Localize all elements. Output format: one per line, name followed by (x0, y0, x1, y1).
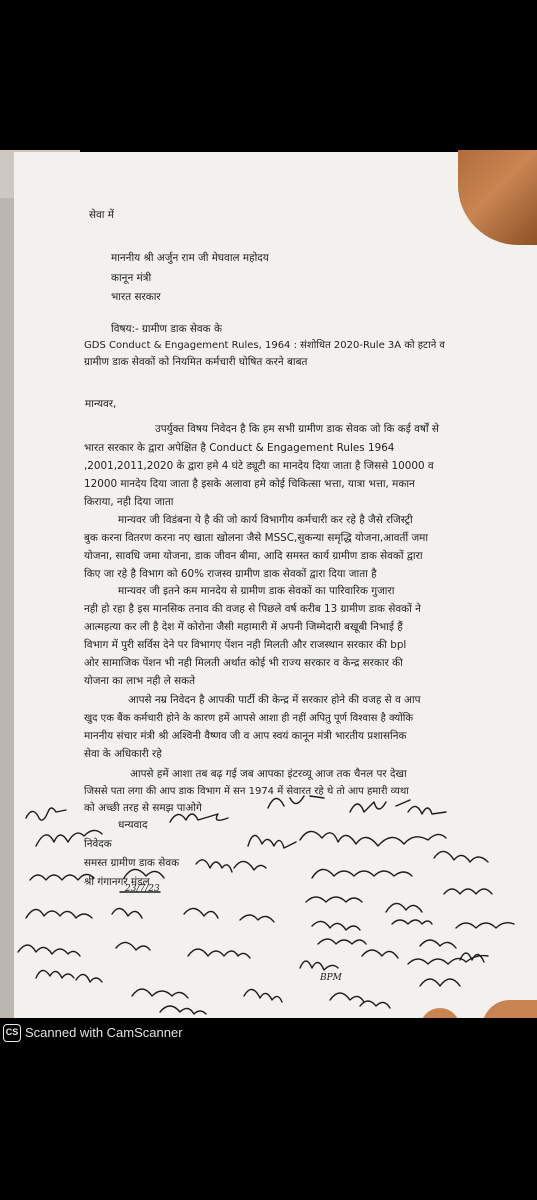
para-5-line: आपसे हमें आशा तब बढ़ गई जब आपका इंटरव्यू आज तक चैनल पर देखा (130, 768, 407, 780)
para-3-line: मान्यवर जी इतने कम मानदेय से ग्रामीण डाक सेवकों का पारिवारिक गुजारा (118, 585, 395, 597)
para-5-line: को अच्छी तरह से समझ पाओगे (84, 802, 202, 814)
subject-line-3: ग्रामीण डाक सेवकों को नियमित कर्मचारी घोषित करने बाबत (84, 356, 308, 368)
letter-to: सेवा में (89, 209, 115, 221)
para-2-line: मान्यवर जी विडंबना ये है की जो कार्य विभागीय कर्मचारी कर रहे है जैसे रजिस्ट्री (118, 514, 413, 526)
sender-label: निवेदक (84, 838, 112, 850)
para-3-line: आत्महत्या कर ली है देश में कोरोना जैसी महामारी में अपनी जिम्मेदारी बखूबी निभाई हैं (84, 621, 403, 633)
camscanner-watermark: Scanned with CamScanner (25, 1025, 183, 1040)
addressee-post: कानून मंत्री (111, 272, 152, 284)
para-1-line: उपर्युक्त विषय निवेदन है कि हम सभी ग्रामीण डाक सेवक जो कि कई वर्षों से (155, 423, 439, 435)
para-4-line: माननीय संचार मंत्री श्री अश्विनी वैष्णव जी व आप स्वयं कानून मंत्री भारतीय प्रशासनिक (84, 730, 407, 742)
para-3-line: विभाग में पुरी सर्विस देने पर विभागए पेंशन नही मिलती और राजस्थान सरकार की bpl (84, 639, 407, 651)
para-1-line: 12000 मानदेय दिया जाता है इसके अलावा हमे कोई चिकित्सा भत्ता, यात्रा भत्ता, मकान (84, 478, 415, 490)
greeting: मान्यवर, (85, 398, 117, 410)
subject-line-2: GDS Conduct & Engagement Rules, 1964 : संशोधित 2020-Rule 3A को हटाने व (84, 340, 445, 351)
sender-division: श्री गंगानगर मंडल (84, 876, 150, 888)
para-3-line: योजना का लाभ नही ले सकते (84, 675, 196, 687)
para-1-line: भारत सरकार के द्वारा अपेक्षित है Conduct & Engagement Rules 1964 (84, 442, 395, 454)
sender-group: समस्त ग्रामीण डाक सेवक (84, 857, 180, 869)
para-3-line: ओर सामाजिक पेंशन भी नही मिलती अर्थात कोई भी राज्य सरकार व केन्द्र सरकार की (84, 657, 403, 669)
para-2-line: बुक करना वितरण करना नए खाता खोलना जैसे MSSC,सुकन्या समृद्धि योजना,आवर्ती जमा (84, 532, 429, 544)
signature-date: 23/7/23 (125, 884, 160, 894)
para-2-line: योजना, सावधि जमा योजना, डाक जीवन बीमा, आदि समस्त कार्य ग्रामीण डाक सेवकों द्वारा (84, 550, 423, 562)
para-4-line: सेवा के अधिकारी रहे (84, 748, 162, 760)
closing-thanks: धन्यवाद (118, 819, 148, 831)
para-1-line: किराया, नही दिया जाता (84, 496, 174, 508)
camscanner-logo: CS (3, 1024, 21, 1042)
para-2-line: किए जा रहे है विभाग को 60% राजस्व ग्रामीण डाक सेवकों द्वारा दिया जाता है (84, 568, 377, 580)
para-5-line: जिससे पता लगा की आप डाक विभाग में सन 1974 में सेवारत रहे थे तो आप हमारी व्यथा (84, 786, 409, 797)
bottom-black-bar (0, 1048, 537, 1200)
addressee-name: माननीय श्री अर्जुन राम जी मेघवाल महोदय (111, 252, 269, 264)
signature-bpm-mark: BPM (320, 973, 342, 983)
para-4-line: खुद एक बैंक कर्मचारी होने के कारण हमें आपसे आशा ही नहीं अपितु पूर्ण विश्वास है क्योंकि (84, 713, 414, 724)
para-4-line: आपसे नम्र निवेदन है आपकी पार्टी की केन्द्र में सरकार होने की वजह से व आप (128, 694, 421, 706)
para-1-line: ,2001,2011,2020 के द्वारा हमे 4 घंटे ड्यूटी का मानदेय दिया जाता है जिससे 10000 व (84, 460, 434, 472)
para-3-line: नही हो रहा है इस मानसिक तनाव की वजह से पिछले वर्ष करीब 13 ग्रामीण डाक सेवकों ने (84, 603, 421, 615)
addressee-org: भारत सरकार (111, 291, 161, 303)
subject-line-1: विषय:- ग्रामीण डाक सेवक के (111, 323, 222, 335)
